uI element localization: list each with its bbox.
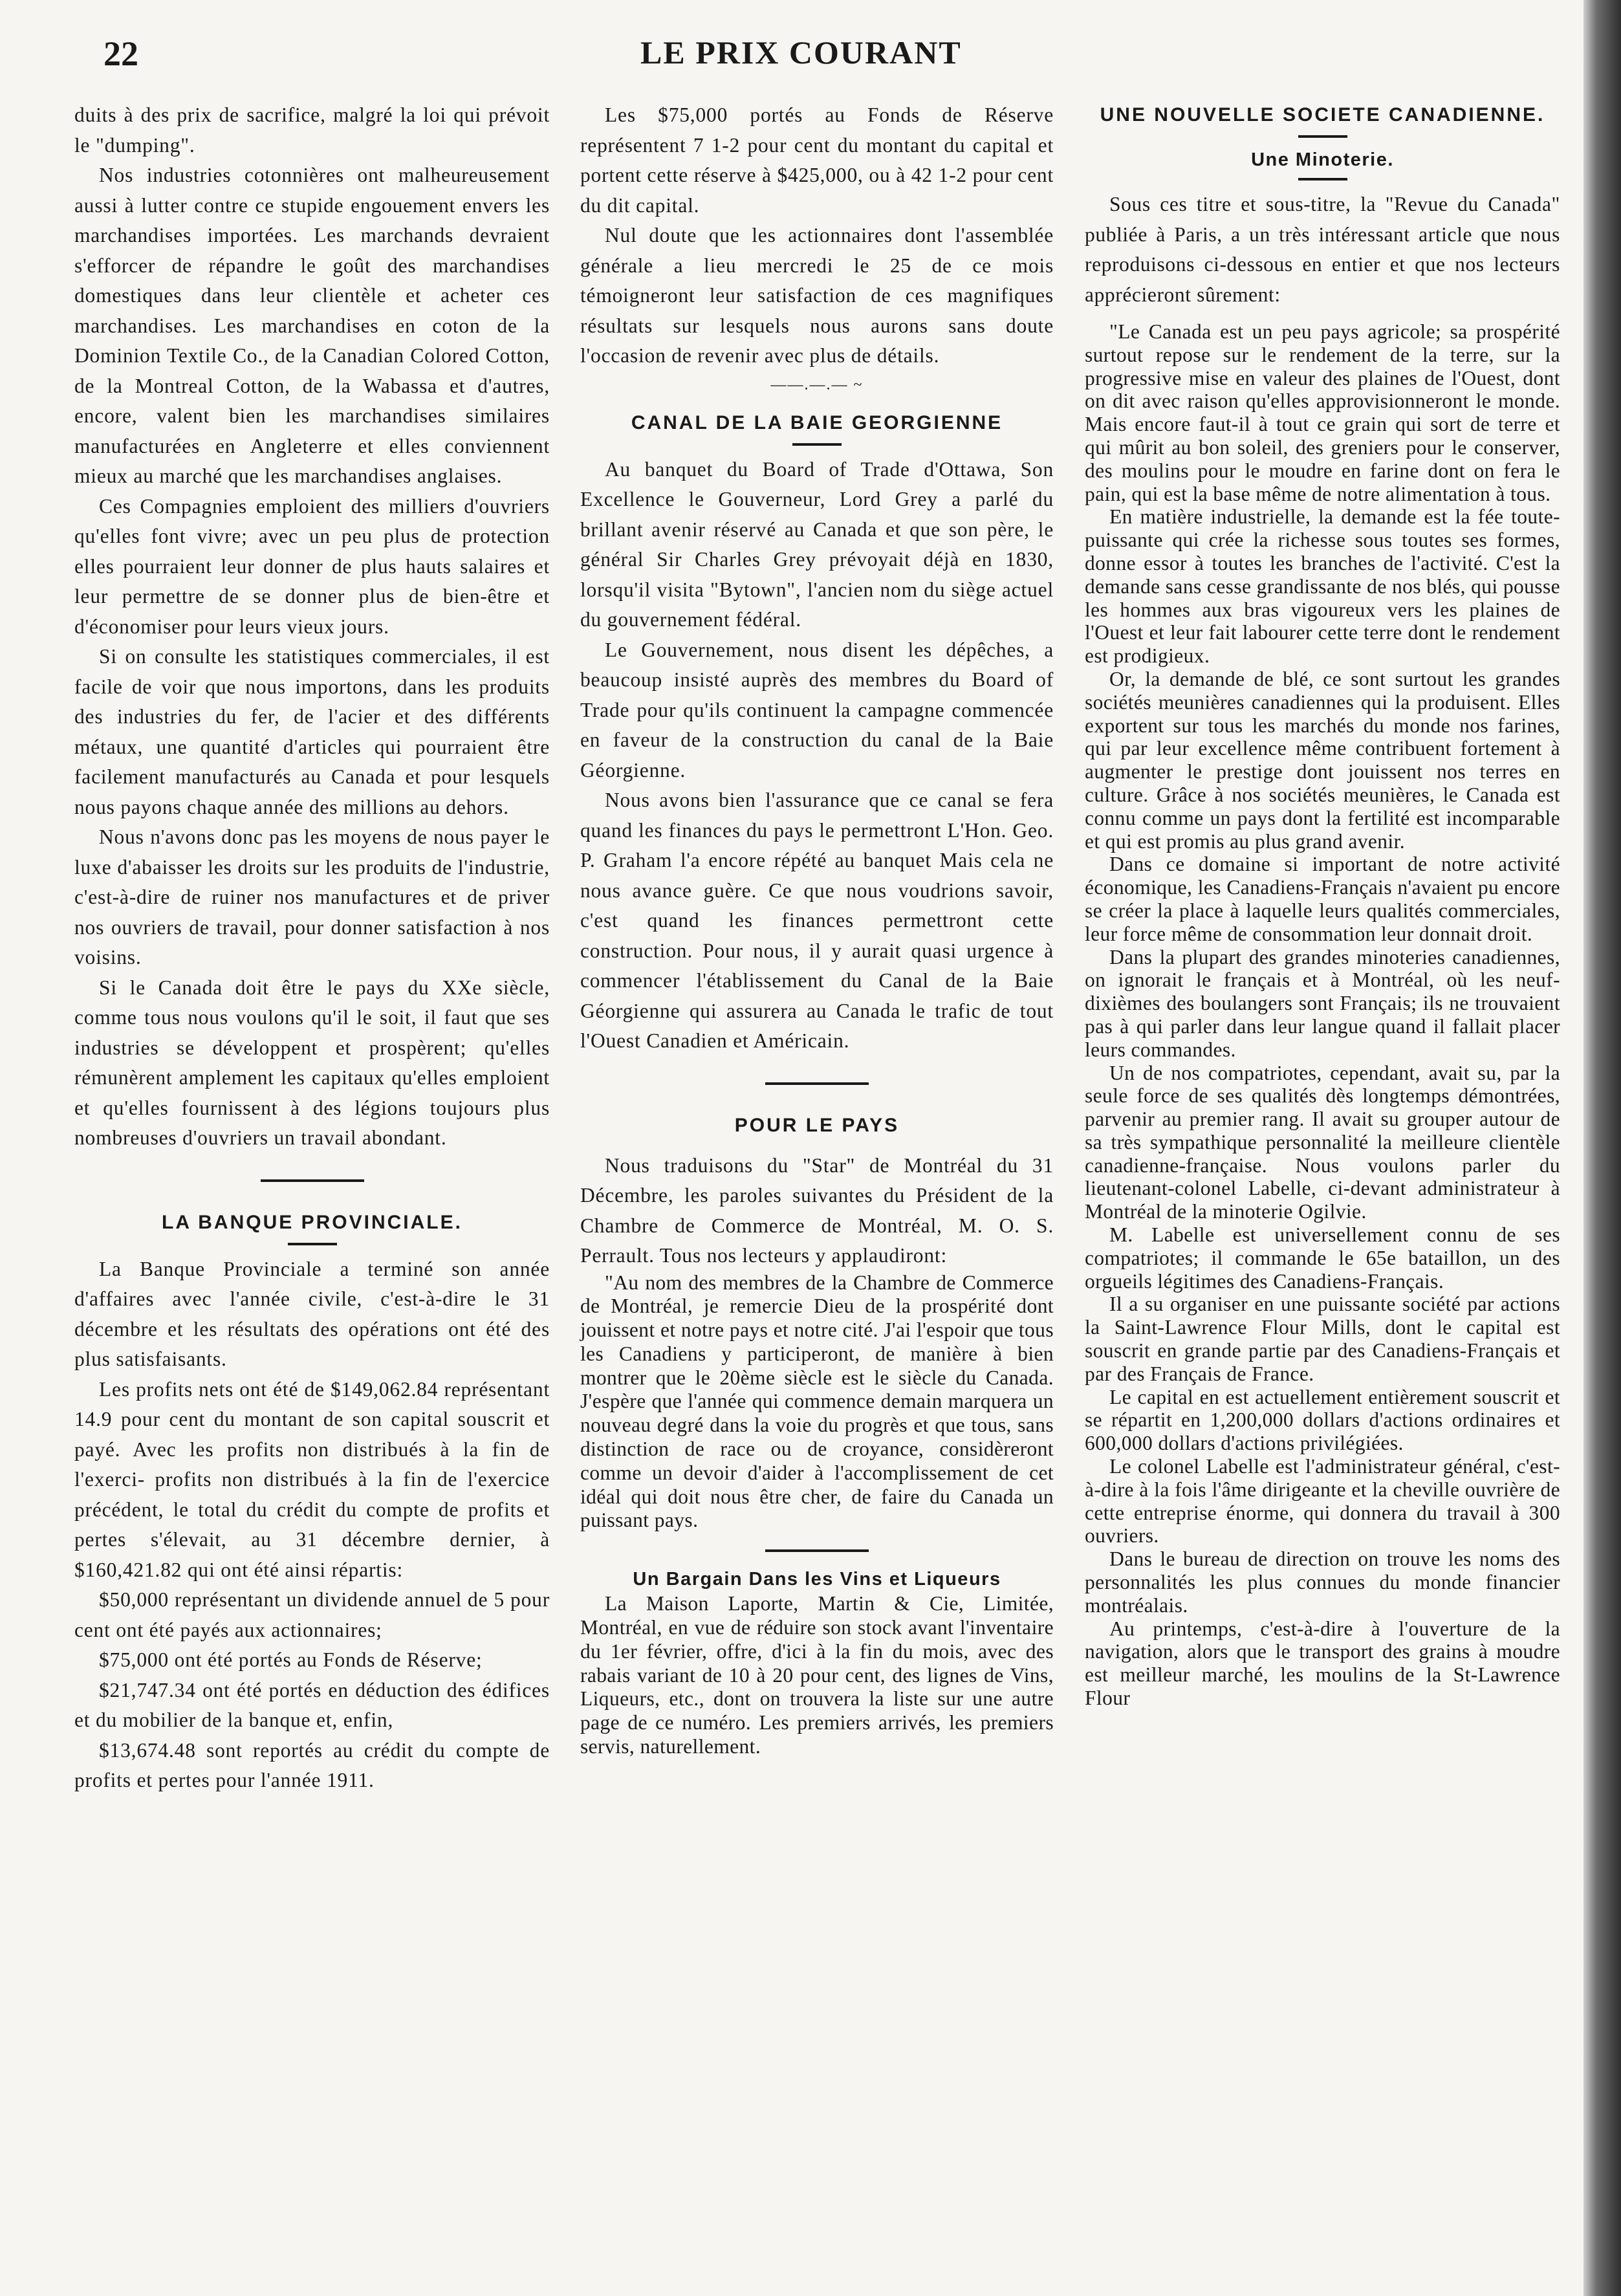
heading-pour-le-pays: POUR LE PAYS — [734, 1114, 900, 1136]
paragraph: Le colonel Labelle est l'administrateur général, c'est-à-dire à la fois l'âme dirigeante et la cheville ouvrière de cette entreprise énorme, qui donnera du travail à 300 ouvriers. — [1085, 1455, 1560, 1547]
paragraph: Les $75,000 portés au Fonds de Réserve représentent 7 1-2 pour cent du montant du capital et portent cette réserve à $425,000, ou à 42 1-2 pour cent du dit capital. — [580, 104, 1054, 217]
heading-rule — [1298, 178, 1347, 180]
paragraph: Si on consulte les statistiques commerciales, il est facile de voir que nous importons, dans les produits des industries du fer, de l'acier et des différents métaux, une quantité d'articles qui pourraient être facilement manufacturés au Canada et pour lesquels nous payons chaque année des millions au dehors. — [74, 645, 550, 818]
section-divider — [261, 1179, 364, 1182]
article-minoterie — [1085, 320, 1560, 1710]
paragraph: Dans le bureau de direction on trouve les noms des personnalités les plus connues du monde financier montréalais. — [1085, 1547, 1560, 1617]
paragraph: $75,000 ont été portés au Fonds de Réserve; — [99, 1648, 483, 1671]
heading-bargain: Un Bargain Dans les Vins et Liqueurs — [633, 1569, 1001, 1590]
paragraph: $21,747.34 ont été portés en déduction des édifices et du mobilier de la banque et, enfin, — [74, 1678, 550, 1731]
paragraph: En matière industrielle, la demande est la fée toute-puissante qui crée la richesse sous toutes ses formes, donne essor à toutes les branches de l'activité. C'est la demande sans cesse grandissante de nos blés, qui pousse les hommes aux bras vigoureux vers les plaines de l'Ouest et leur fait labourer cette terre dont le rendement est prodigieux. — [1085, 505, 1560, 668]
column-left — [74, 100, 550, 1796]
section-divider — [765, 1549, 869, 1552]
column-middle — [580, 100, 1054, 1759]
article-intro — [1085, 190, 1560, 310]
paragraph: $50,000 représentant un dividende annuel de 5 pour cent ont été payés aux actionnaires; — [74, 1588, 550, 1641]
paragraph: Dans la plupart des grandes minoteries canadiennes, on ignorait le français et à Montréal, où les neuf-dixièmes des boulangers sont Français; ils ne trouvaient pas à qui parler dans leur langue quand il fallait placer leurs commandes. — [1085, 945, 1560, 1061]
subheading-minoterie: Une Minoterie. — [1251, 149, 1394, 170]
paragraph: Un de nos compatriotes, cependant, avait su, par la seule force de ses qualités dès longtemps démontrées, parvenir au premier rang. Il avait su grouper autour de sa très sympathique personnalité la meilleure clientèle canadienne-française. Nous voulons parler du lieutenant-colonel Labelle, ci-devant administrateur à Montréal de la minoterie Ogilvie. — [1085, 1061, 1560, 1223]
heading-nouvelle-societe: UNE NOUVELLE SOCIETE CANADIENNE. — [1100, 104, 1545, 126]
heading-rule — [1298, 135, 1347, 138]
paragraph: Nous n'avons donc pas les moyens de nous payer le luxe d'abaisser les droits sur les produits de l'industrie, c'est-à-dire de ruiner nos manufactures et de priver nos ouvriers de travail, pour donner satisfaction à nos voisins. — [74, 825, 550, 968]
paragraph: "Le Canada est un peu pays agricole; sa prospérité surtout repose sur le rendement de la terre, sur la progressive mise en valeur des plaines de l'Ouest, dont on dit avec raison qu'elles approvisionneront le monde. Mais encore faut-il à tout ce grain qui sort de terre et qui mûrit au bon soleil, des greniers pour le conserver, des moulins pour le moudre en farine dont on fera le pain, qui est la base même de notre alimentation à tous. — [1085, 320, 1560, 505]
paragraph: La Maison Laporte, Martin & Cie, Limitée, Montréal, en vue de réduire son stock avant l'inventaire du 1er février, offre, d'ici à la fin du mois, avec des rabais variant de 10 à 20 pour cent, des lignes de Vins, Liqueurs, etc., dont on trouvera la liste sur une autre page de ce numéro. Les premiers arrivés, les premiers servis, naturellement. — [580, 1592, 1054, 1758]
paragraph: Nous traduisons du "Star" de Montréal du 31 Décembre, les paroles suivantes du Président de la Chambre de Commerce de Montréal, M. O. S. Perrault. Tous nos lecteurs y applaudiront: — [580, 1153, 1054, 1267]
column-right — [1085, 100, 1560, 1710]
article-imports — [74, 100, 550, 1153]
page-edge-shadow — [1583, 0, 1621, 2296]
paragraph: La Banque Provinciale a terminé son année d'affaires avec l'année civile, c'est-à-dire le 31 décembre et les résultats des opérations ont été des plus satisfaisants. — [74, 1257, 550, 1370]
heading-rule — [288, 1243, 337, 1245]
paragraph: $13,674.48 sont reportés au crédit du compte de profits et pertes pour l'année 1911. — [74, 1738, 550, 1791]
article-banque-continued — [580, 100, 1054, 371]
journal-title: LE PRIX COURANT — [640, 34, 962, 71]
paragraph: Nul doute que les actionnaires dont l'assemblée générale a lieu mercredi le 25 de ce mois témoigneront leur satisfaction de ces magnifiques résultats sur lesquels nous aurons sans doute l'occasion de revenir avec plus de détails. — [580, 224, 1054, 367]
paragraph: Si le Canada doit être le pays du XXe siècle, comme tous nous voulons qu'il le soit, il faut que ses industries se développent et prospèrent; qu'elles rémunèrent amplement les capitaux qu'elles emploient et qu'elles fournissent à des légions toujours plus nombreuses d'ouvriers un travail abondant. — [74, 976, 550, 1149]
paragraph: duits à des prix de sacrifice, malgré la loi qui prévoit le "dumping". — [74, 104, 550, 157]
paragraph: "Au nom des membres de la Chambre de Commerce de Montréal, je remercie Dieu de la prospérité dont jouissent et notre pays et notre cité. J'ai l'espoir que tous les Canadiens y participeront, de manière à bien montrer que le 20ème siècle est le siècle du Canada. J'espère que l'année qui commence demain marquera un nouveau degré dans la voie du progrès et que tous, sans distinction de race ou de croyance, considèreront comme un devoir d'aider à l'accomplissement de cet idéal qui doit nous être cher, de faire du Canada un puissant pays. — [580, 1271, 1054, 1532]
page-number: 22 — [103, 34, 138, 73]
paragraph: Nos industries cotonnières ont malheureusement aussi à lutter contre ce stupide engouement envers les marchandises importées. Les marchands devraient s'efforcer de répandre le goût des marchandises domestiques dans leur clientèle et acheter ces marchandises. Les marchandises en coton de la Dominion Textile Co., de la Canadian Colored Cotton, de la Montreal Cotton, de la Wabassa et d'autres, encore, valent bien les marchandises similaires manufacturées en Angleterre et elles conviennent mieux au marché que les marchandises anglaises. — [74, 164, 550, 487]
section-divider: ——.—.— ~ — [770, 376, 864, 393]
paragraph: Au banquet du Board of Trade d'Ottawa, Son Excellence le Gouverneur, Lord Grey a parlé du brillant avenir réservé au Canada et que son père, le général Sir Charles Grey prévoyait déjà en 1830, lorsqu'il visita "Bytown", l'ancien nom du siège actuel du gouvernement fédéral. — [580, 457, 1054, 631]
paragraph: Nous avons bien l'assurance que ce canal se fera quand les finances du pays le permettront L'Hon. Geo. P. Graham l'a encore répété au banquet Mais cela ne nous avance guère. Ce que nous voudrions savoir, c'est quand les finances permettront cette construction. Pour nous, il y aurait quasi urgence à commencer l'établissement du Canal de la Baie Géorgienne qui assurera au Canada le trafic de tout l'Ouest Canadien et Américain. — [580, 789, 1054, 1052]
paragraph: M. Labelle est universellement connu de ses compatriotes; il commande le 65e bataillon, un des orgueils légitimes des Canadiens-Français. — [1085, 1223, 1560, 1293]
quote-perrault — [580, 1271, 1054, 1533]
paragraph: Le Gouvernement, nous disent les dépêches, a beaucoup insisté auprès des membres du Board of Trade pour qu'ils continuent la campagne commencée en faveur de la construction du canal de la Baie Géorgienne. — [580, 638, 1054, 782]
article-pour-le-pays — [580, 1151, 1054, 1271]
heading-banque-provinciale: LA BANQUE PROVINCIALE. — [162, 1211, 462, 1233]
article-canal — [580, 455, 1054, 1056]
heading-rule — [792, 443, 842, 446]
paragraph: Dans ce domaine si important de notre activité économique, les Canadiens-Français n'avaient pu encore se créer la place à laquelle leurs qualités commerciales, leur force même de consommation leur donnait droit. — [1085, 853, 1560, 945]
article-bargain — [580, 1592, 1054, 1759]
paragraph: Sous ces titre et sous-titre, la "Revue du Canada" publiée à Paris, a un très intéressant article que nous reproduisons ci-dessous en entier et que nos lecteurs apprécieront sûrement: — [1085, 193, 1560, 306]
paragraph: Ces Compagnies emploient des milliers d'ouvriers qu'elles font vivre; avec un peu plus de protection elles pourraient leur donner de plus hauts salaires et leur permettre de se donner plus de bien-être et d'économiser pour leurs vieux jours. — [74, 494, 550, 638]
paragraph: Or, la demande de blé, ce sont surtout les grandes sociétés meunières canadiennes qui la produisent. Elles exportent sur tous les marchés du monde nos farines, qui par leur excellence même contribuent fortement à augmenter le prestige dont jouissent nos terres en culture. Grâce à nos sociétés meunières, le Canada est connu comme un pays dont la fertilité est incomparable et qui est promis au plus grand avenir. — [1085, 667, 1560, 853]
paragraph: Il a su organiser en une puissante société par actions la Saint-Lawrence Flour Mills, dont le capital est souscrit en grande partie par des Canadiens-Français et par des Français de France. — [1085, 1293, 1560, 1385]
paragraph: Le capital en est actuellement entièrement souscrit et se répartit en 1,200,000 dollars d'actions ordinaires et 600,000 dollars d'actions privilégiées. — [1085, 1385, 1560, 1455]
article-banque-provinciale — [74, 1254, 550, 1796]
paragraph: Au printemps, c'est-à-dire à l'ouverture de la navigation, alors que le transport des grains à moudre est meilleur marché, les moulins de la St-Lawrence Flour — [1085, 1617, 1560, 1710]
section-divider — [765, 1082, 869, 1085]
paragraph: Les profits nets ont été de $149,062.84 représentant 14.9 pour cent du montant de son capital souscrit et payé. Avec les profits non distribués à la fin de l'exerci- profits non distribués à la fin de l'exercice précédent, le total du crédit du compte de profits et pertes s'élevait, au 31 décembre dernier, à $160,421.82 qui ont été ainsi répartis: — [74, 1377, 550, 1581]
heading-canal: CANAL DE LA BAIE GEORGIENNE — [631, 411, 1003, 433]
